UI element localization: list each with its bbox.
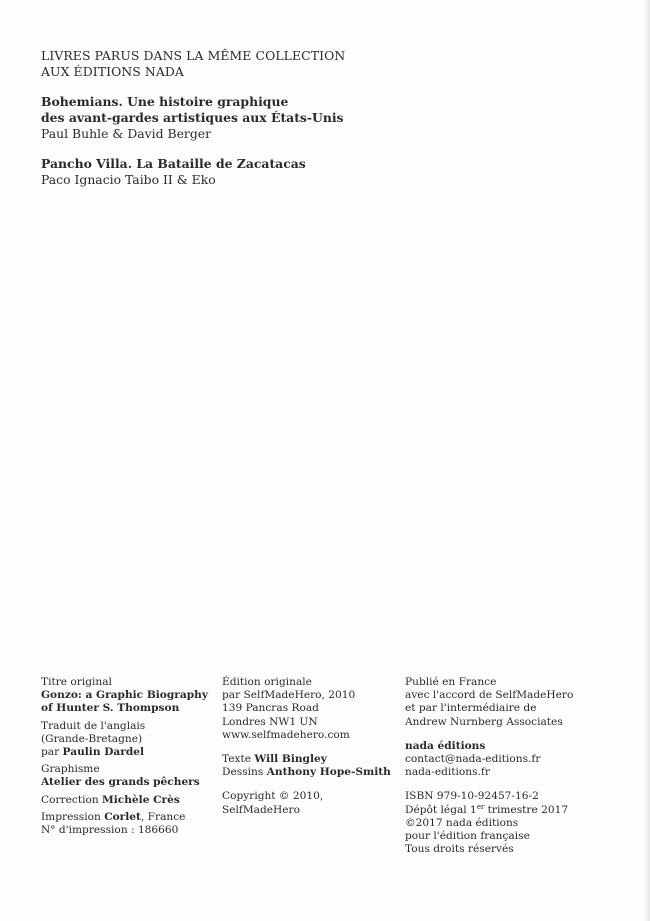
publisher-email: contact@nada-editions.fr [405, 753, 541, 766]
isbn: ISBN 979-10-92457-16-2 [405, 790, 539, 803]
publisher-website: www.selfmadehero.com [222, 728, 350, 741]
book-authors: Paul Buhle & David Berger [41, 126, 212, 141]
correction-line [41, 794, 221, 807]
translated-country: (Grande-Bretagne) [41, 732, 143, 745]
printing-country: , France [140, 810, 186, 823]
translator-name: Paulin Dardel [62, 746, 145, 759]
original-title-continued: of Hunter S. Thompson [41, 702, 180, 715]
original-title: Gonzo: a Graphic Biography [41, 689, 208, 702]
legal-deposit-a: Dépôt légal 1 [405, 803, 477, 816]
drawings-label: Dessins [222, 766, 267, 779]
book-entry [41, 94, 601, 142]
collection-heading-line2: AUX ÉDITIONS NADA [41, 64, 184, 79]
printing-line [41, 811, 221, 824]
original-edition-label: Édition originale [222, 676, 312, 688]
published-in-france: Publié en France [405, 676, 497, 688]
legal-deposit-b: trimestre 2017 [484, 803, 569, 816]
credits-column-edition [222, 676, 402, 817]
printing-name: Corlet [104, 810, 141, 823]
translated-from: Traduit de l'anglais [41, 719, 146, 732]
publisher-site: nada-editions.fr [405, 766, 490, 779]
publisher-city: Londres NW1 UN [222, 715, 318, 728]
book-entry [41, 156, 601, 188]
rights-reserved: Tous droits réservés [405, 843, 514, 856]
copyright-holder: SelfMadeHero [222, 803, 300, 816]
collection-heading-line1: LIVRES PARUS DANS LA MÊME COLLECTION [41, 48, 346, 63]
original-edition-publisher: par SelfMadeHero, 2010 [222, 689, 356, 702]
published-agreement: avec l'accord de SelfMadeHero [405, 689, 574, 702]
legal-deposit-sup: er [476, 802, 485, 811]
french-copyright: ©2017 nada éditions [405, 816, 519, 829]
original-title-label: Titre original [41, 676, 112, 688]
french-edition: pour l'édition française [405, 830, 530, 843]
book-title: Pancho Villa. La Bataille de Zacatacas [41, 156, 306, 171]
credits-column-original [41, 676, 221, 837]
text-credit [222, 753, 402, 766]
copyright-line: Copyright © 2010, [222, 790, 324, 803]
publisher-name: nada éditions [405, 739, 486, 752]
print-number: N° d'impression : 186660 [41, 824, 179, 837]
credits-column-french [405, 676, 605, 856]
publisher-address: 139 Pancras Road [222, 702, 319, 715]
published-agency: Andrew Nurnberg Associates [405, 715, 563, 728]
correction-label: Correction [41, 793, 103, 806]
design-name: Atelier des grands pêchers [41, 776, 200, 789]
collection-section [41, 48, 601, 188]
text-label: Texte [222, 753, 255, 766]
drawings-credit [222, 766, 402, 779]
page-edge [644, 0, 650, 921]
book-title: Bohemians. Une histoire graphique [41, 94, 289, 109]
design-label: Graphisme [41, 763, 100, 776]
translator-line [41, 746, 221, 759]
book-authors: Paco Ignacio Taibo II & Eko [41, 172, 216, 187]
translator-label: par [41, 746, 63, 759]
printing-label: Impression [41, 810, 105, 823]
legal-deposit [405, 804, 605, 817]
published-intermediary: et par l'intermédiaire de [405, 702, 537, 715]
correction-name: Michèle Crès [102, 793, 180, 806]
drawings-author: Anthony Hope-Smith [266, 766, 391, 779]
book-title-continued: des avant-gardes artistiques aux États-Unis [41, 110, 344, 125]
text-author: Will Bingley [254, 753, 327, 766]
